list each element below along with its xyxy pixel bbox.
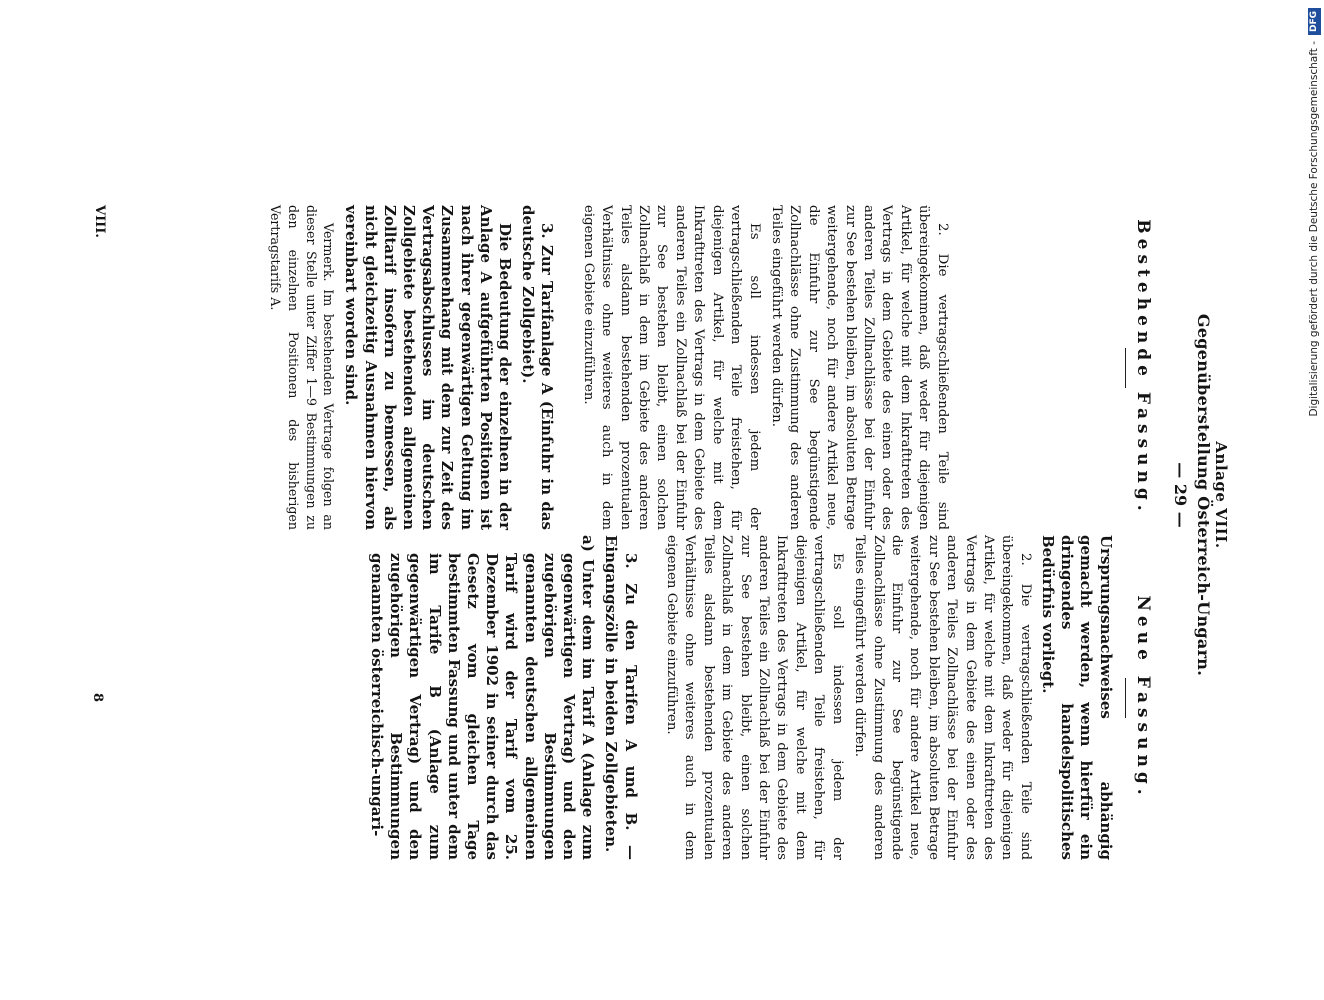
title-divider [1125,348,1126,388]
paragraph-es-soll-new: Es soll indessen jedem der vertragschließenden Teile freistehen, für diejenigen Artikel, für welche mit dem Inkrafttreten des Vertrags in dem Gebiete des anderen Teiles ein Zollnachlaß bei der Einfuhr zur See bestehen bleibt, einen solchen Zollnachlaß in dem im Gebiete des anderen Teiles alsdann bestehenden prozentualen Verhältnisse ohne weiteres auch in dem eigenen Gebiete einzuführen. [664,535,845,860]
column-title-new: Neue Fassung. [1133,595,1153,800]
column-top-space [951,205,1115,530]
appendix-label: Anlage VIII. [1212,441,1230,549]
funding-text: Digitalisierung gefördert durch die Deutsche Forschungsgemeinschaft - [1308,41,1320,417]
dfg-logo: DFG [1308,8,1321,35]
section-3a-new: a) Unter dem im Tarif A (Anlage zum gegenwärtigen Vertrag) und den zugehörigen Bestimmungen genannten deutschen allgemeinen Tarif wird der Tarif vom 25. Dezember 1902 in seiner durch das Gesetz vom gleichen Tage bestimmten Fassung und unter dem im Tarife B (Anlage zum gegenwärtigen Vertrag) und den zugehörigen Bestimmungen genannten österreichisch-ungari- [368,535,598,860]
paragraph-2-new: 2. Die vertragschließenden Teile sind übereingekommen, daß weder für diejenigen Artikel, für welche mit dem Inkrafttreten des Vertrags in dem Gebiete des einen oder des anderen Teiles Zollnachlässe bei der Einfuhr zur See bestehen bleiben, im absoluten Betrage weitergehende, noch für andere Artikel neue, die Einfuhr zur See begünstigende Zollnachlässe ohne Zustimmung des anderen Teiles eingeführt werden dürfen. [852,535,1033,860]
paragraph-es-soll-existing: Es soll indessen jedem der vertragschließenden Teile freistehen, für diejenigen Artikel, für welche mit dem Inkrafttreten des Vertrags in dem Gebiete des anderen Teiles ein Zollnachlaß bei der Einfuhr zur See bestehen bleibt, einen solchen Zollnachlaß in dem im Gebiete des anderen Teiles alsdann bestehenden prozentualen Verhältnisse ohne weiteres auch in dem eigenen Gebiete einzuführen. [580,205,762,530]
section-3-heading-new: 3. Zu den Tarifen A und B. — Eingangszölle in beiden Zollgebieten. [602,535,640,860]
rotated-document-page [90,105,1230,885]
paragraph-continuation-new: Ursprungsnachweises abhängig gemacht werden, wenn hierfür ein dringendes handelspolitisches Bedürfnis vorliegt. [1038,535,1115,860]
page-number: — 29 — [1171,462,1190,528]
column-title-existing: Bestehende Fassung. [1133,219,1153,516]
column-new-version [367,535,1152,860]
sheet-signature-number: 8 [90,692,105,703]
sheet-signature-left: VIII. [92,205,107,238]
document-title: Gegenüberstellung Österreich-Ungarn. [1194,313,1213,677]
page-header [1160,105,1230,885]
title-divider [1125,678,1126,718]
paragraph-2-existing: 2. Die vertragschließenden Teile sind übereingekommen, daß weder für diejenigen Artikel, für welche mit dem Inkrafttreten des Vertrags in dem Gebiete des einen oder des anderen Teiles Zollnachlässe bei der Einfuhr zur See bestehen bleiben, im absoluten Betrage weitergehende, noch für andere Artikel neue, die Einfuhr zur See begünstigende Zollnachlässe ohne Zustimmung des anderen Teiles eingeführt werden dürfen. [768,205,950,530]
vermerk-note: Vermerk. Im bestehenden Vertrage folgen an dieser Stelle unter Ziffer 1—9 Bestimmungen zu den einzelnen Positionen des bisherigen Vertragstarifs A. [268,205,337,530]
section-3-heading-existing: 3. Zur Tarifanlage A (Einfuhr in das deutsche Zollgebiet). [519,205,557,530]
section-3-body-existing: Die Bedeutung der einzelnen in der Anlage A aufgeführten Positionen ist nach ihrer gegenwärtigen Geltung im Zusammenhang mit dem zur Zeit des Vertragsabschlusses im deutschen Zollgebiete bestehenden allgemeinen Zolltarif insofern zu bemessen, als nicht gleichzeitig Ausnahmen hiervon vereinbart worden sind. [342,205,515,530]
column-existing-version [263,205,1152,530]
digitization-note [1306,8,1322,994]
